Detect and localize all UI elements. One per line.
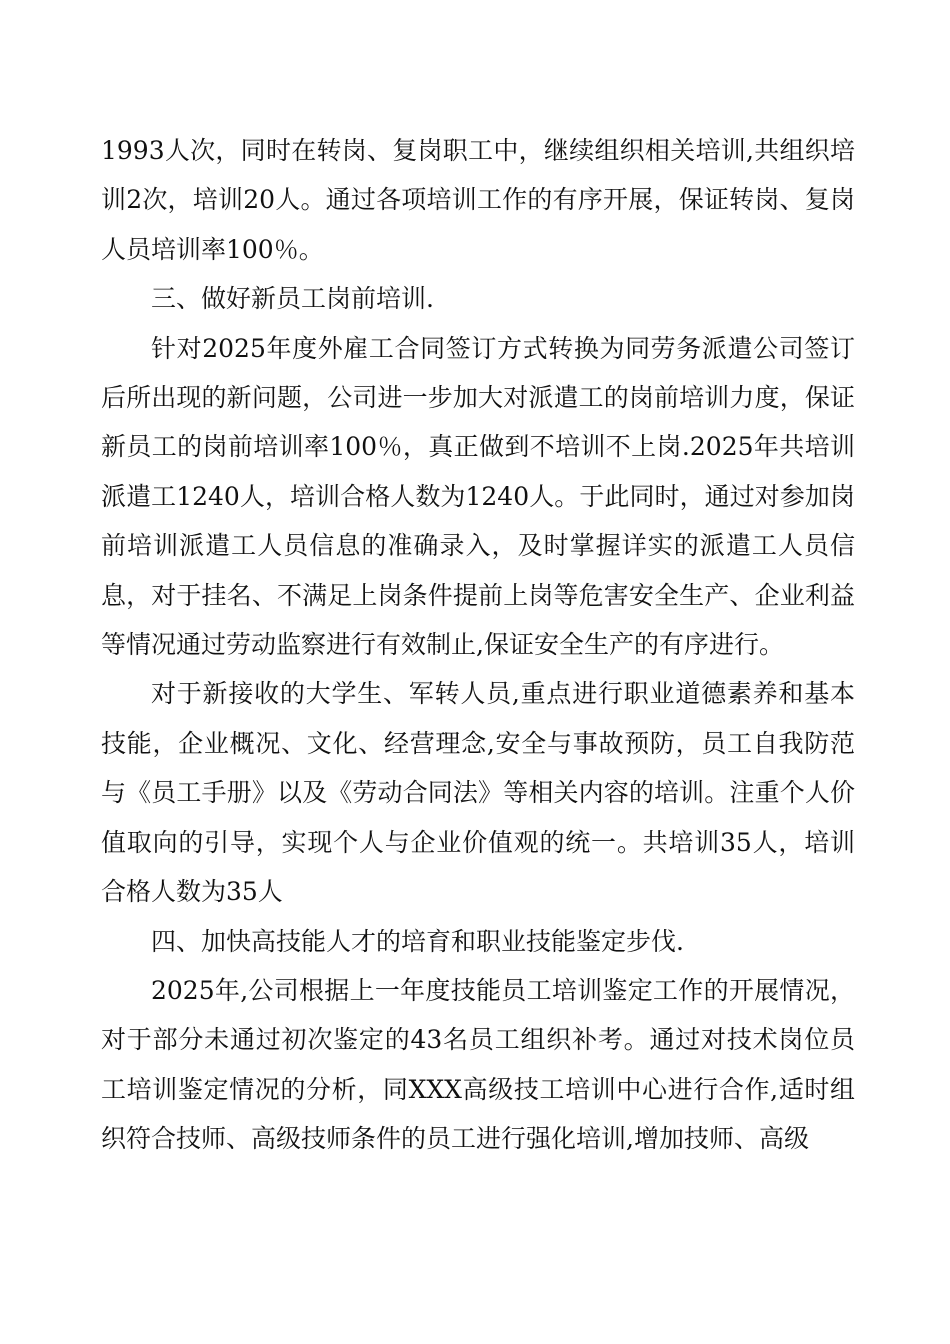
heading-skilled-talent: 四、加快高技能人才的培育和职业技能鉴定步伐. <box>151 926 684 956</box>
heading-new-employee-training: 三、做好新员工岗前培训. <box>151 284 434 314</box>
paragraph-graduates-veterans: 对于新接收的大学生、军转人员,重点进行职业道德素养和基本技能，企业概况、文化、经营理念,安全与事故预防，员工自我防范与《员工手册》以及《劳动合同法》等相关内容的培训。注重个人价值取向的引导，实现个人与企业价值观的统一。共培训35人，培训合格人数为35人 <box>101 679 855 907</box>
paragraph-training-continued: 1993人次，同时在转岗、复岗职工中，继续组织相关培训,共组织培训2次，培训20人。通过各项培训工作的有序开展，保证转岗、复岗人员培训率100％。 <box>101 136 855 264</box>
paragraph-skill-appraisal: 2025年,公司根据上一年度技能员工培训鉴定工作的开展情况，对于部分未通过初次鉴定的43名员工组织补考。通过对技术岗位员工培训鉴定情况的分析，同XXX高级技工培训中心进行合作,适时组织符合技师、高级技师条件的员工进行强化培训,增加技师、高级 <box>101 975 855 1154</box>
document-body <box>101 126 855 1164</box>
paragraph-dispatch-workers: 针对2025年度外雇工合同签订方式转换为同劳务派遣公司签订后所出现的新问题，公司进一步加大对派遣工的岗前培训力度，保证新员工的岗前培训率100％，真正做到不培训不上岗.2025年共培训派遣工1240人，培训合格人数为1240人。于此同时，通过对参加岗前培训派遣工人员信息的准确录入，及时掌握详实的派遣工人员信息，对于挂名、不满足上岗条件提前上岗等危害安全生产、企业利益等情况通过劳动监察进行有效制止,保证安全生产的有序进行。 <box>101 333 855 660</box>
